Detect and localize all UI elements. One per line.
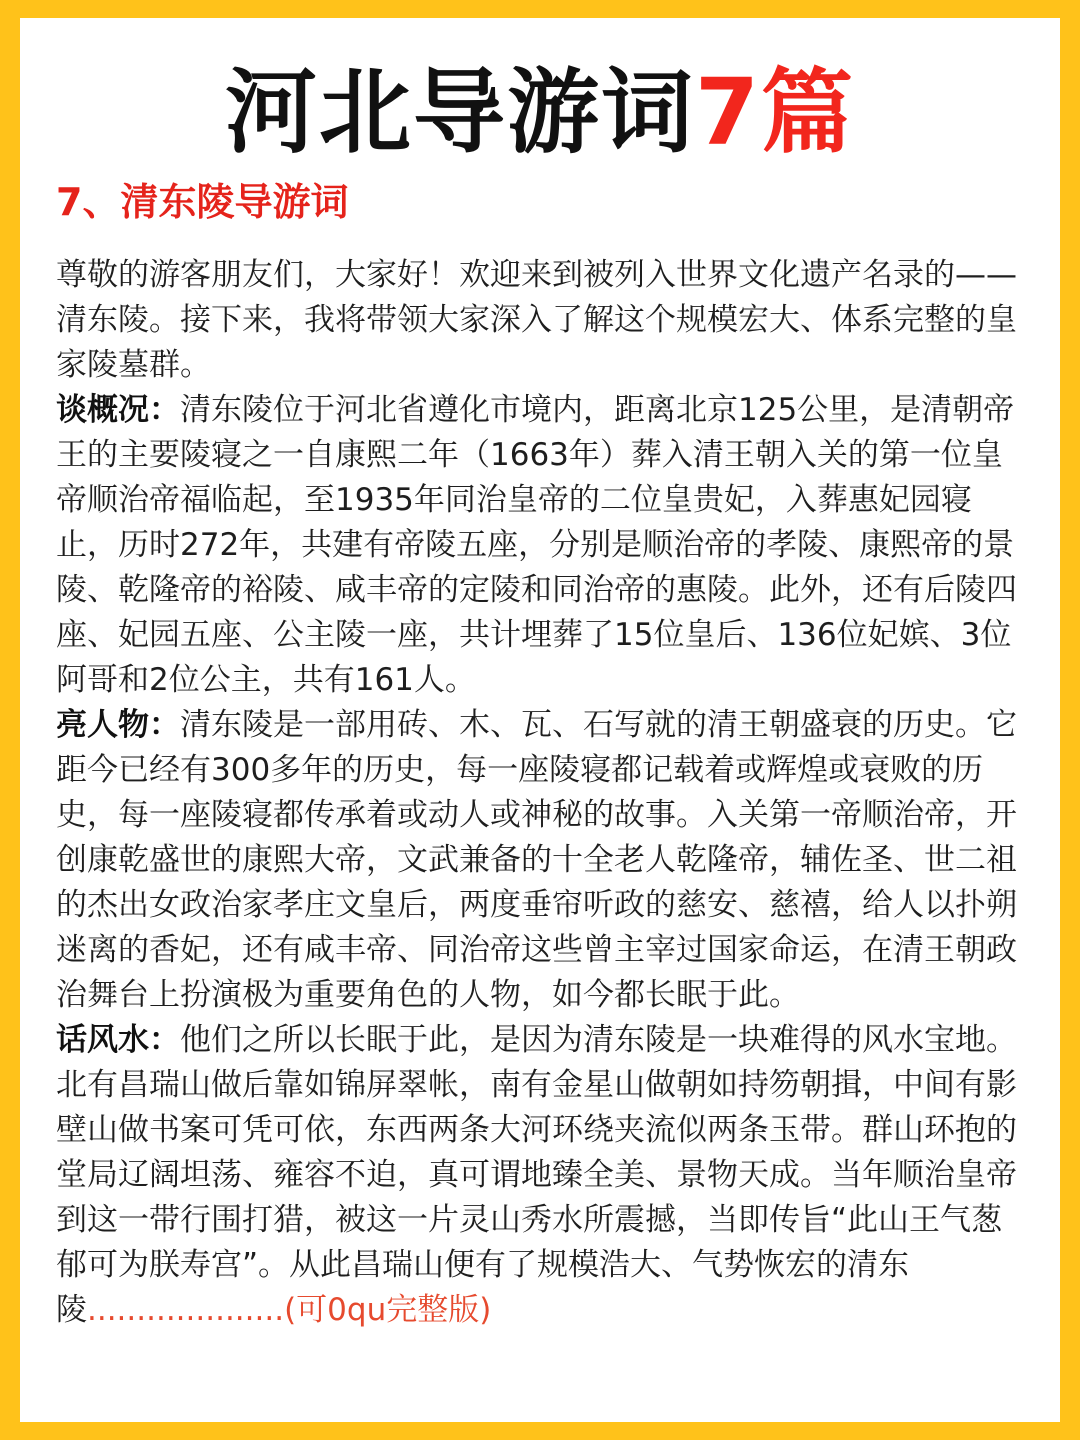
fengshui-label: 话风水： xyxy=(56,1022,180,1058)
read-more-text: ....................(可0qu完整版) xyxy=(87,1292,492,1328)
fengshui-text: 他们之所以长眠于此，是因为清东陵是一块难得的风水宝地。北有昌瑞山做后靠如锦屏翠帐，南有金星山做朝如持笏朝揖，中间有影壁山做书案可凭可依，东西两条大河环绕夹流似两条玉带。群山环抱的堂局辽阔坦荡、雍容不迫，真可谓地臻全美、景物天成。当年顺治皇帝到这一带行围打猎，被这一片灵山秀水所震撼，当即传旨“此山王气葱郁可为朕寿宫”。从此昌瑞山便有了规模浩大、气势恢宏的清东陵 xyxy=(56,1022,1017,1328)
content-card xyxy=(20,18,1060,1422)
article-body xyxy=(56,253,1031,1333)
overview-text: 清东陵位于河北省遵化市境内，距离北京125公里，是清朝帝王的主要陵寝之一自康熙二年（1663年）葬入清王朝入关的第一位皇帝顺治帝福临起，至1935年同治皇帝的二位皇贵妃，入葬惠妃园寝止，历时272年，共建有帝陵五座，分别是顺治帝的孝陵、康熙帝的景陵、乾隆帝的裕陵、咸丰帝的定陵和同治帝的惠陵。此外，还有后陵四座、妃园五座、公主陵一座，共计埋葬了15位皇后、136位妃嫔、3位阿哥和2位公主，共有161人。 xyxy=(56,392,1017,698)
page-title xyxy=(20,58,1060,168)
section-heading: 7、清东陵导游词 xyxy=(56,180,349,224)
title-accent: 7篇 xyxy=(695,59,856,166)
fengshui-paragraph xyxy=(56,1018,1031,1333)
overview-label: 谈概况： xyxy=(56,392,180,428)
people-paragraph xyxy=(56,703,1031,1018)
people-label: 亮人物： xyxy=(56,707,180,743)
title-main: 河北导游词 xyxy=(224,59,695,166)
people-text: 清东陵是一部用砖、木、瓦、石写就的清王朝盛衰的历史。它距今已经有300多年的历史，每一座陵寝都记载着或辉煌或衰败的历史，每一座陵寝都传承着或动人或神秘的故事。入关第一帝顺治帝，开创康乾盛世的康熙大帝，文武兼备的十全老人乾隆帝，辅佐圣、世二祖的杰出女政治家孝庄文皇后，两度垂帘听政的慈安、慈禧，给人以扑朔迷离的香妃，还有咸丰帝、同治帝这些曾主宰过国家命运，在清王朝政治舞台上扮演极为重要角色的人物，如今都长眠于此。 xyxy=(56,707,1017,1013)
overview-paragraph xyxy=(56,388,1031,703)
intro-paragraph: 尊敬的游客朋友们，大家好！欢迎来到被列入世界文化遗产名录的——清东陵。接下来，我将带领大家深入了解这个规模宏大、体系完整的皇家陵墓群。 xyxy=(56,257,1017,383)
